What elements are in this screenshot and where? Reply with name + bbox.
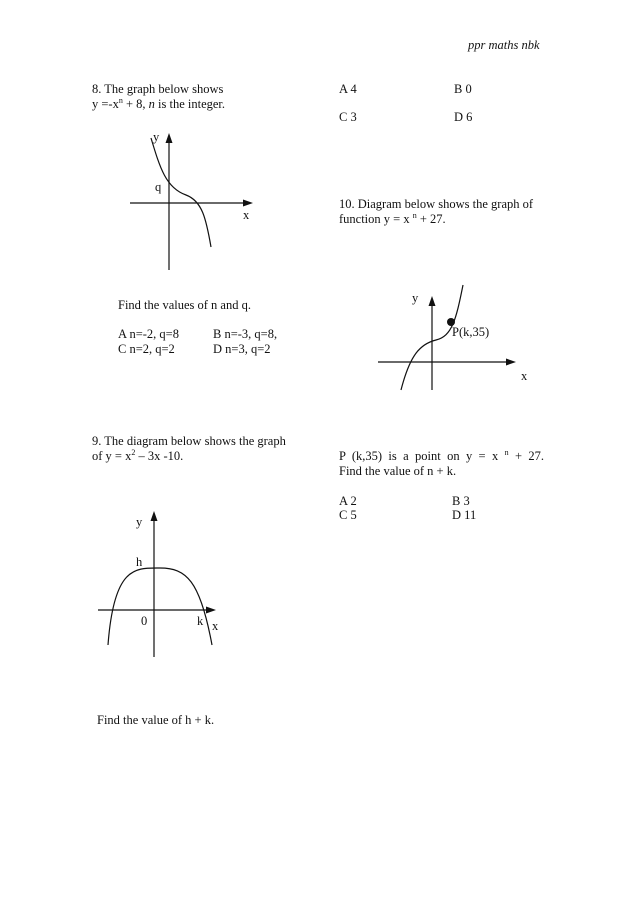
q10-title: 10. Diagram below shows the graph of — [339, 197, 534, 211]
q8-option-b: B n=-3, q=8, — [213, 327, 278, 341]
q9-title: 9. The diagram below shows the graph — [92, 434, 286, 448]
q10-option-c: C 5 — [339, 508, 357, 522]
q10-point-label: P(k,35) — [452, 325, 490, 339]
q10-option-a: A 2 — [339, 494, 357, 508]
q8-answer-d: D 6 — [454, 110, 473, 124]
q8-prompt: Find the values of n and q. — [118, 298, 251, 312]
q8-eq-part: y =-x — [92, 97, 119, 111]
q9-origin-label: 0 — [141, 614, 148, 628]
q8-answer-a: A 4 — [339, 82, 357, 96]
q9-x-arrow — [206, 607, 216, 614]
q8-answer-c: C 3 — [339, 110, 357, 124]
q10-stmt-exponent: n — [504, 448, 509, 457]
q10-option-b: B 3 — [452, 494, 470, 508]
q8-q-label: q — [155, 180, 162, 194]
q8-eq-part: + 8, — [122, 97, 149, 111]
q10-stmt-part: + 27. — [508, 449, 544, 463]
q10-eq-part: function y = x — [339, 212, 413, 226]
q9-k-label: k — [197, 614, 204, 628]
q9-eq-part: of y = x — [92, 449, 132, 463]
q10-x-label: x — [521, 369, 528, 383]
q9-prompt: Find the value of h + k. — [97, 713, 215, 727]
q9-h-label: h — [136, 555, 143, 569]
q9-x-label: x — [212, 619, 219, 633]
q10-y-label: y — [412, 291, 419, 305]
q9-eq-exponent: 2 — [131, 448, 136, 457]
q10-statement-line2: Find the value of n + k. — [339, 464, 457, 478]
q9-parabola — [108, 568, 212, 645]
q8-eq-n: n — [148, 97, 155, 111]
q10-stmt-part: P (k,35) is a point on y = x — [339, 449, 505, 463]
page-header: ppr maths nbk — [468, 38, 540, 52]
q10-eq-part: + 27. — [416, 212, 446, 226]
q9-y-arrow — [151, 511, 158, 521]
q9-eq-part: – 3x -10. — [135, 449, 184, 463]
q8-answer-b: B 0 — [454, 82, 472, 96]
q9-y-label: y — [136, 515, 143, 529]
q8-option-a: A n=-2, q=8 — [118, 327, 179, 341]
q10-eq-exponent: n — [412, 211, 417, 220]
q8-eq-exponent: n — [118, 96, 123, 105]
q8-y-label: y — [153, 130, 160, 144]
q8-eq-part: is the integer. — [154, 97, 226, 111]
q8-option-d: D n=3, q=2 — [213, 342, 271, 356]
q10-option-d: D 11 — [452, 508, 477, 522]
q8-x-label: x — [243, 208, 250, 222]
q8-title: 8. The graph below shows — [92, 82, 224, 96]
q8-option-c: C n=2, q=2 — [118, 342, 175, 356]
